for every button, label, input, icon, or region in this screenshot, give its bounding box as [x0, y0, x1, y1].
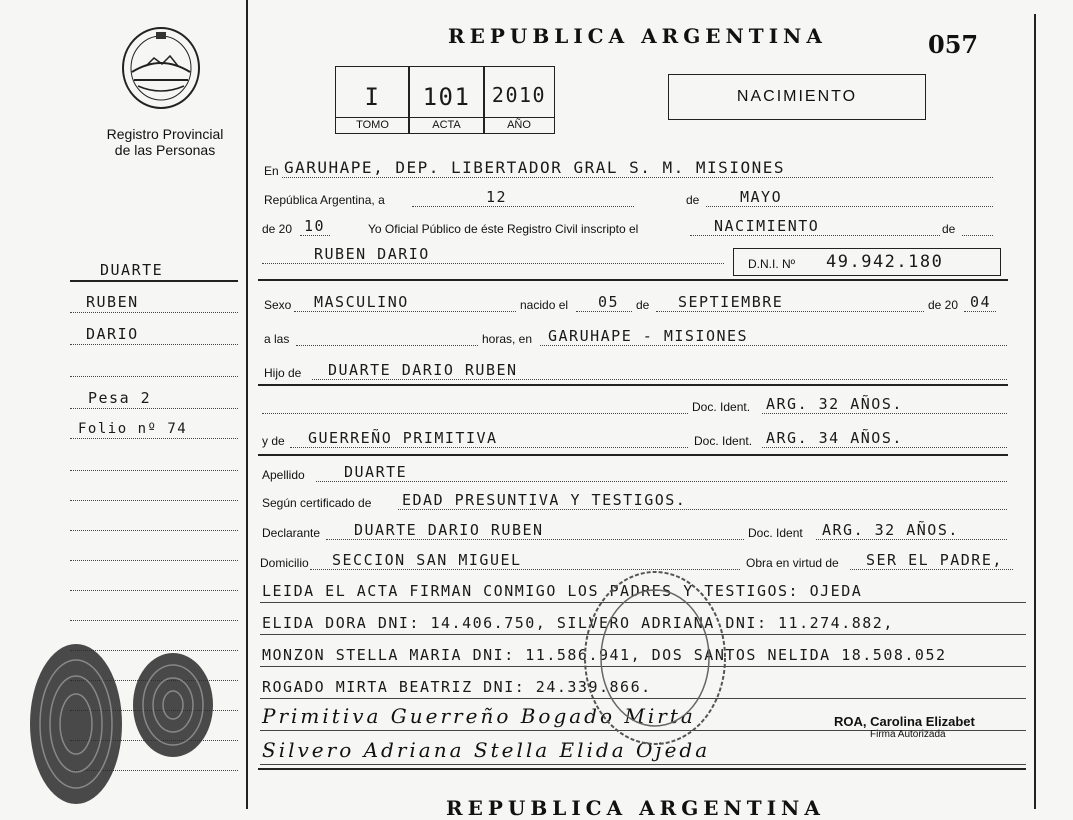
hours-label: horas, en	[482, 332, 533, 346]
fingerprint-left-icon	[26, 640, 126, 808]
section-divider-1	[258, 279, 1008, 281]
father-name: DUARTE DARIO RUBEN	[328, 361, 518, 379]
place-prefix: En	[264, 164, 279, 178]
row-date	[262, 183, 1007, 209]
signature-text-2: Silvero Adriana Stella Elida Ojeda	[262, 738, 711, 762]
person-name: RUBEN DARIO	[314, 245, 430, 263]
act-type: NACIMIENTO	[736, 88, 858, 105]
free-text-2: ELIDA DORA DNI: 14.406.750, SILVERO ADRIANA DNI: 11.274.882,	[262, 614, 894, 632]
margin-name2-text: DARIO	[86, 325, 139, 343]
birth-year: 04	[970, 293, 992, 311]
doc-label-3: Doc. Ident	[748, 526, 803, 540]
acta-box	[408, 66, 485, 134]
row-father-doc	[262, 390, 1007, 416]
act-kind-value: NACIMIENTO	[714, 217, 820, 235]
dni-value: 49.942.180	[826, 252, 944, 272]
father-doc: ARG. 32 AÑOS.	[766, 395, 903, 413]
row-officer	[262, 212, 1007, 238]
anio-box	[483, 66, 555, 134]
doc-label-2: Doc. Ident.	[694, 434, 753, 448]
day-value: 12	[486, 188, 508, 206]
year-suffix: 10	[304, 217, 326, 235]
free-text-1: LEIDA EL ACTA FIRMAN CONMIGO LOS PADRES Y TESTIGOS: OJEDA	[262, 582, 863, 600]
row-place	[262, 154, 1007, 180]
dni-box	[733, 248, 1001, 276]
sex-value: MASCULINO	[314, 293, 409, 311]
margin-blank1	[70, 352, 238, 377]
sex-label: Sexo	[264, 298, 292, 312]
margin-blank2	[70, 446, 238, 471]
month-value: MAYO	[740, 188, 783, 206]
officer-text: Yo Oficial Público de éste Registro Civil inscripto el	[368, 222, 639, 236]
margin-note2	[70, 414, 238, 439]
declarant-doc: ARG. 32 AÑOS.	[822, 521, 959, 539]
signer-role: Firma Autorizada	[870, 729, 946, 740]
footer-country-title: REPUBLICA ARGENTINA	[446, 796, 825, 820]
registry-name-line2: de las Personas	[114, 142, 216, 158]
tomo-value: I	[364, 83, 381, 111]
year-prefix: de 20	[262, 222, 293, 236]
declarant-label: Declarante	[262, 526, 321, 540]
margin-name2	[70, 320, 238, 345]
birth-month: SEPTIEMBRE	[678, 293, 784, 311]
surname-value: DUARTE	[344, 463, 408, 481]
margin-note1	[70, 384, 238, 409]
row-hour-place	[262, 322, 1007, 348]
signer-name: ROA, Carolina Elizabet	[834, 714, 975, 729]
margin-blank4	[70, 506, 238, 531]
cert-label: Según certificado de	[262, 496, 372, 510]
dni-label: D.N.I. Nº	[748, 257, 796, 271]
by-virtue-label: Obra en virtud de	[746, 556, 839, 570]
row-surname	[262, 458, 1007, 484]
registry-name	[60, 126, 270, 158]
tomo-box	[335, 66, 410, 134]
section-divider-3	[258, 454, 1008, 456]
right-border	[1034, 14, 1036, 809]
acta-label: ACTA	[409, 117, 484, 131]
acta-value: 101	[422, 83, 471, 111]
free-text-3: MONZON STELLA MARIA DNI: 11.586.941, DOS SANTOS NELIDA 18.508.052	[262, 646, 947, 664]
republic-label: República Argentina, a	[264, 193, 385, 207]
birth-day: 05	[598, 293, 620, 311]
domicile-value: SECCION SAN MIGUEL	[332, 551, 522, 569]
born-label: nacido el	[520, 298, 569, 312]
sheet-number: 057	[928, 30, 979, 59]
signature-text-1: Primitiva Guerreño Bogado Mirta	[262, 704, 696, 728]
domicile-label: Domicilio	[260, 556, 309, 570]
tomo-label: TOMO	[336, 117, 409, 131]
bottom-divider	[258, 768, 1026, 770]
doc-label-1: Doc. Ident.	[692, 400, 751, 414]
and-of-label: y de	[262, 434, 285, 448]
anio-value: 2010	[491, 83, 547, 107]
act-type-box	[668, 74, 926, 120]
row-certificate	[262, 486, 1007, 512]
margin-blank6	[70, 566, 238, 591]
section-divider-2	[258, 384, 1008, 386]
fingerprint-right-icon	[130, 650, 216, 760]
margin-blank3	[70, 476, 238, 501]
official-stamp-icon	[580, 568, 730, 748]
province-seal-icon	[118, 24, 204, 114]
son-of-label: Hijo de	[264, 366, 302, 380]
margin-blank7	[70, 596, 238, 621]
margin-surname-text: DUARTE	[100, 261, 164, 279]
declarant-name: DUARTE DARIO RUBEN	[354, 521, 544, 539]
place-value: GARUHAPE, DEP. LIBERTADOR GRAL S. M. MISIONES	[284, 158, 785, 177]
mother-doc: ARG. 34 AÑOS.	[766, 429, 903, 447]
row-sex-birth	[262, 288, 1007, 314]
de-label-2: de	[942, 222, 956, 236]
row-father	[262, 356, 1007, 382]
mother-name: GUERREÑO PRIMITIVA	[308, 429, 498, 447]
birth-year-label: de 20	[928, 298, 959, 312]
row-declarant	[262, 516, 1007, 542]
margin-note1-text: Pesa 2	[88, 389, 152, 407]
free-text-4: ROGADO MIRTA BEATRIZ DNI: 24.339.866.	[262, 678, 652, 696]
anio-label: AÑO	[484, 117, 554, 131]
margin-name1-text: RUBEN	[86, 293, 139, 311]
margin-surname	[70, 256, 238, 282]
signer-block	[834, 714, 975, 740]
margin-note2-text: Folio nº 74	[78, 421, 188, 437]
de-label-1: de	[686, 193, 700, 207]
row-mother	[262, 424, 1007, 450]
at-label: a las	[264, 332, 290, 346]
de-label-3: de	[636, 298, 650, 312]
cert-value: EDAD PRESUNTIVA Y TESTIGOS.	[402, 491, 687, 509]
by-virtue-value: SER EL PADRE,	[866, 551, 1003, 569]
birth-place: GARUHAPE - MISIONES	[548, 327, 749, 345]
margin-blank5	[70, 536, 238, 561]
country-title: REPUBLICA ARGENTINA	[448, 24, 827, 48]
left-margin-border	[246, 0, 248, 809]
margin-name1	[70, 288, 238, 313]
surname-label: Apellido	[262, 468, 305, 482]
registry-name-line1: Registro Provincial	[106, 126, 224, 142]
